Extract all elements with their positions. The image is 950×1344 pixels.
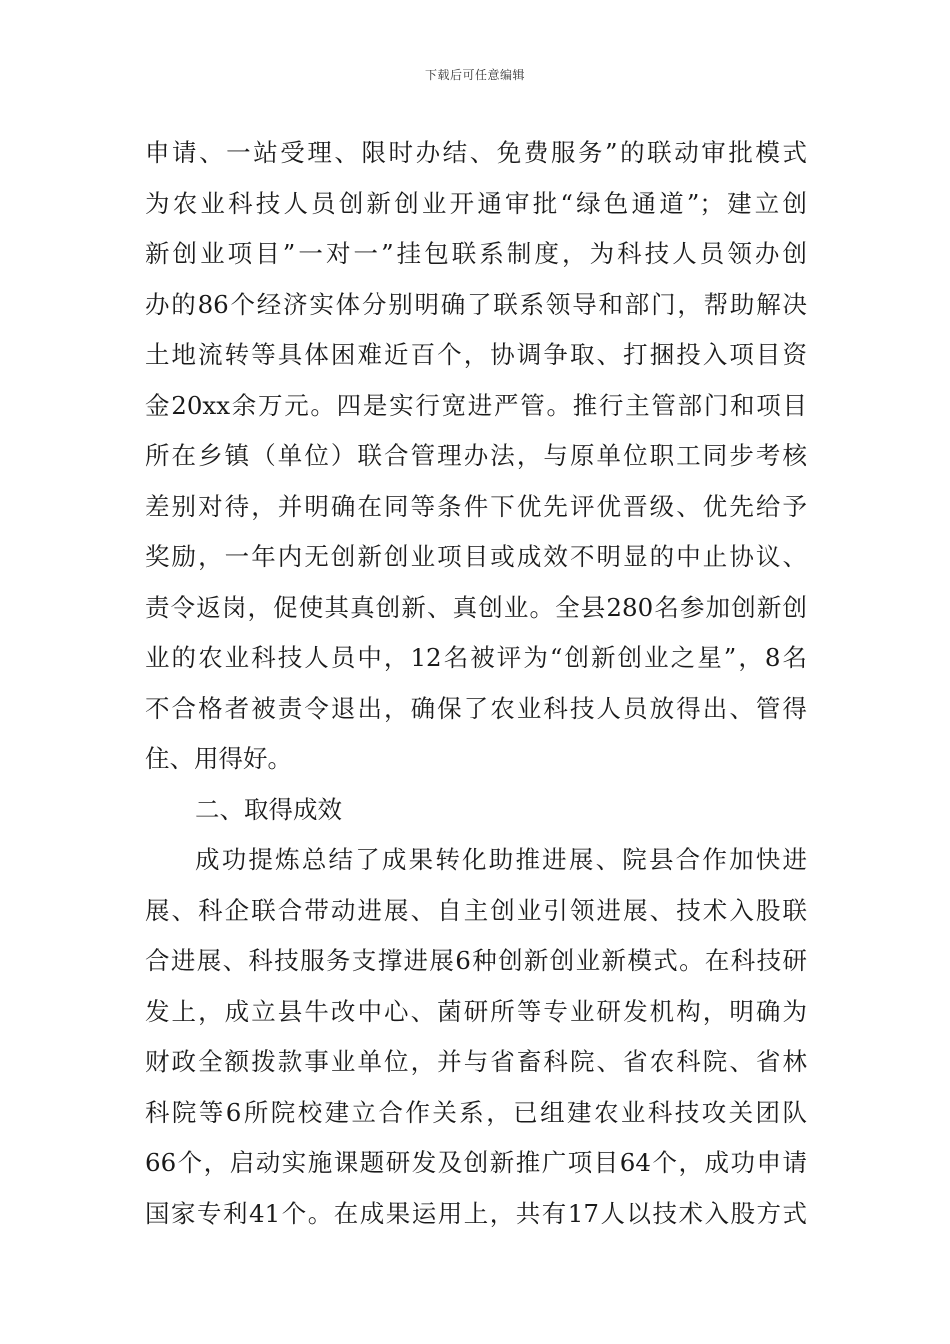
text-line: 业的农业科技人员中，12名被评为“创新创业之星”，8名 [145,643,807,672]
body-text [145,128,807,1239]
text-line: 新创业项目”一对一”挂包联系制度，为科技人员领办创 [145,239,807,268]
section-heading: 二、取得成效 [195,794,342,824]
text-line: 科院等6所院校建立合作关系，已组建农业科技攻关团队 [145,1097,807,1127]
text-line: 发上，成立县牛改中心、菌研所等专业研发机构，明确为 [145,996,807,1026]
text-line: 财政全额拨款事业单位，并与省畜科院、省农科院、省林 [145,1047,807,1076]
text-line: 住、用得好。 [145,744,292,773]
text-line: 合进展、科技服务支撑进展6种创新创业新模式。在科技研 [145,946,807,975]
text-line: 责令返岗，促使其真创新、真创业。全县280名参加创新创 [145,592,807,622]
text-line: 展、科企联合带动进展、自主创业引领进展、技术入股联 [145,895,807,925]
text-line: 成功提炼总结了成果转化助推进展、院县合作加快进 [195,845,807,874]
text-line: 办的86个经济实体分别明确了联系领导和部门，帮助解决 [145,289,807,319]
text-line: 所在乡镇（单位）联合管理办法，与原单位职工同步考核 [145,441,807,470]
header-note: 下载后可任意编辑 [424,68,525,82]
text-line: 土地流转等具体困难近百个，协调争取、打捆投入项目资 [145,340,807,369]
text-line: 金20xx余万元。四是实行宽进严管。推行主管部门和项目 [145,390,807,420]
text-line: 66个，启动实施课题研发及创新推广项目64个，成功申请 [145,1148,807,1177]
text-line: 为农业科技人员创新创业开通审批“绿色通道”；建立创 [145,188,807,218]
text-line: 申请、一站受理、限时办结、免费服务”的联动审批模式 [145,138,807,167]
text-line: 差别对待，并明确在同等条件下优先评优晋级、优先给予 [145,491,807,521]
text-line: 不合格者被责令退出，确保了农业科技人员放得出、管得 [145,693,807,723]
text-line: 国家专利41个。在成果运用上，共有17人以技术入股方式 [145,1198,807,1228]
text-line: 奖励，一年内无创新创业项目或成效不明显的中止协议、 [145,542,807,571]
